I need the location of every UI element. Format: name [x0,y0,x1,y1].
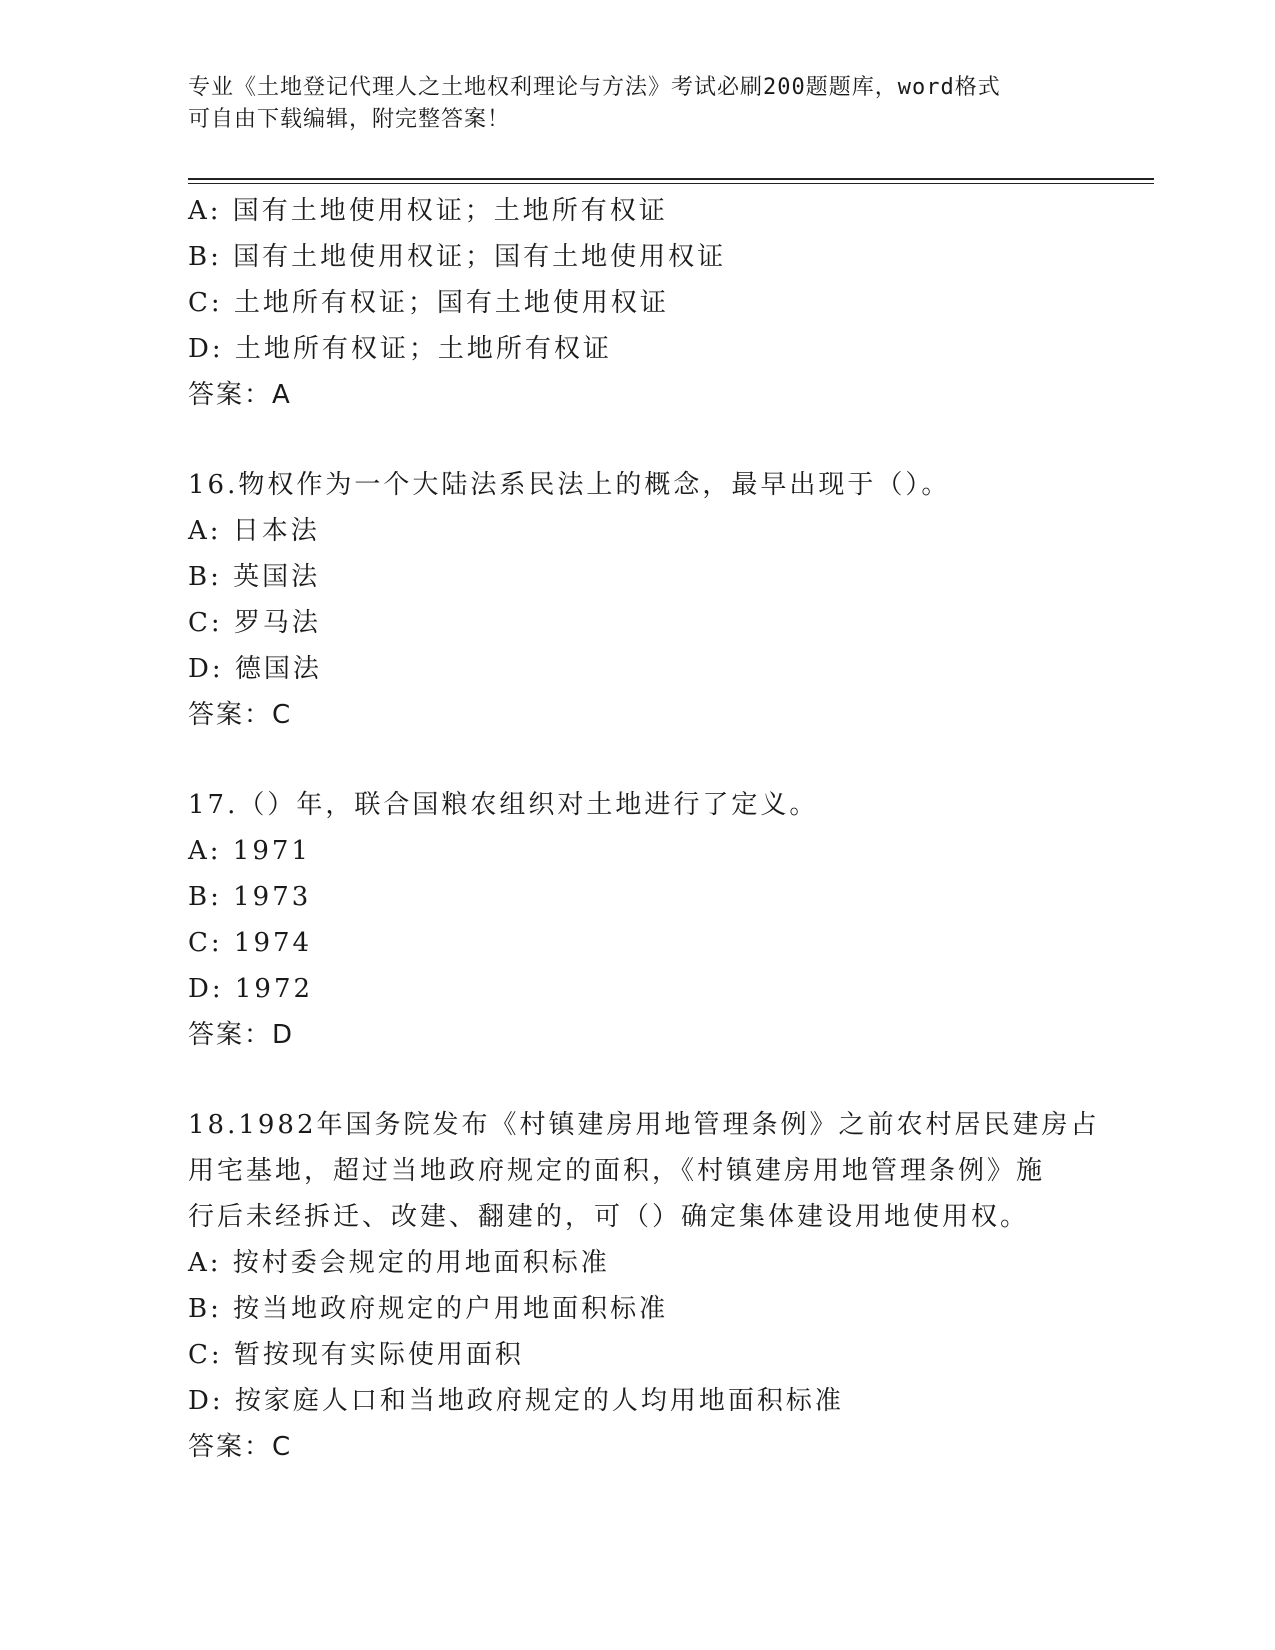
option-c: C: 罗马法 [188,608,321,638]
document-header [188,72,1088,136]
option-b: B: 1973 [188,882,312,912]
option-a: A: 国有土地使用权证；土地所有权证 [188,196,668,226]
question-stem: 16.物权作为一个大陆法系民法上的概念，最早出现于（）。 [188,470,951,500]
option-d: D: 德国法 [188,654,322,684]
question-stem: 17.（）年，联合国粮农组织对土地进行了定义。 [188,790,819,820]
question-stem-line-1: 18.1982年国务院发布《村镇建房用地管理条例》之前农村居民建房占 [188,1110,1100,1140]
option-d: D: 1972 [188,974,314,1004]
question-16 [188,462,1088,738]
option-d: D: 按家庭人口和当地政府规定的人均用地面积标准 [188,1386,844,1416]
question-15-continued [188,188,1088,418]
question-18 [188,1102,1100,1470]
option-a: A: 日本法 [188,516,320,546]
answer-text: 答案：A [188,380,292,410]
option-c: C: 土地所有权证；国有土地使用权证 [188,288,669,318]
header-line-2: 可自由下载编辑，附完整答案！ [188,107,511,132]
header-divider-thin [188,183,1154,184]
answer-text: 答案：D [188,1020,295,1050]
answer-text: 答案：C [188,700,293,730]
answer-text: 答案：C [188,1432,293,1462]
option-a: A: 1971 [188,836,311,866]
option-d: D: 土地所有权证；土地所有权证 [188,334,612,364]
option-c: C: 1974 [188,928,313,958]
option-b: B: 国有土地使用权证；国有土地使用权证 [188,242,727,272]
question-17 [188,782,1088,1058]
header-line-1: 专业《土地登记代理人之土地权利理论与方法》考试必刷200题题库，word格式 [188,75,1001,100]
option-b: B: 英国法 [188,562,321,592]
option-c: C: 暂按现有实际使用面积 [188,1340,524,1370]
option-a: A: 按村委会规定的用地面积标准 [188,1248,610,1278]
header-divider-thick [188,178,1154,180]
question-stem-line-2: 用宅基地，超过当地政府规定的面积，《村镇建房用地管理条例》施 [188,1156,1046,1186]
question-list [188,188,1100,1470]
question-stem-line-3: 行后未经拆迁、改建、翻建的，可（）确定集体建设用地使用权。 [188,1202,1030,1232]
option-b: B: 按当地政府规定的户用地面积标准 [188,1294,669,1324]
